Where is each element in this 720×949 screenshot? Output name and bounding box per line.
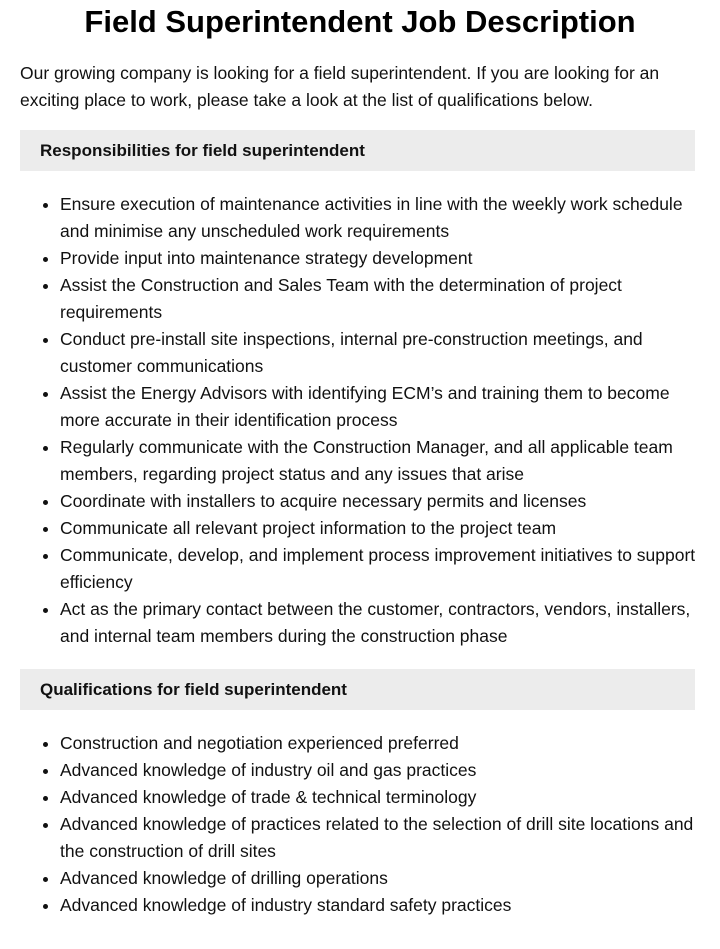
list-item: • Assist the Construction and Sales Team with the determination of project requirements — [60, 272, 700, 326]
list-item: • Construction and negotiation experienced preferred — [60, 730, 700, 757]
list-item: • Communicate all relevant project information to the project team — [60, 515, 700, 542]
qualifications-list — [20, 730, 700, 919]
list-item: • Regularly communicate with the Construction Manager, and all applicable team members, regarding project status and any issues that arise — [60, 434, 700, 488]
responsibilities-list — [20, 191, 700, 650]
list-item: • Conduct pre-install site inspections, internal pre-construction meetings, and customer communications — [60, 326, 700, 380]
list-item: • Advanced knowledge of industry oil and gas practices — [60, 757, 700, 784]
list-item: • Advanced knowledge of drilling operations — [60, 865, 700, 892]
list-item: • Advanced knowledge of industry standard safety practices — [60, 892, 700, 919]
page-title: Field Superintendent Job Description — [84, 4, 636, 39]
list-item: • Advanced knowledge of practices related to the selection of drill site locations and the construction of drill sites — [60, 811, 700, 865]
list-item: • Communicate, develop, and implement process improvement initiatives to support efficiency — [60, 542, 700, 596]
list-item: • Ensure execution of maintenance activities in line with the weekly work schedule and minimise any unscheduled work requirements — [60, 191, 700, 245]
list-item: • Coordinate with installers to acquire necessary permits and licenses — [60, 488, 700, 515]
list-item: • Act as the primary contact between the customer, contractors, vendors, installers, and internal team members during the construction phase — [60, 596, 700, 650]
list-item: • Assist the Energy Advisors with identifying ECM’s and training them to become more accurate in their identification process — [60, 380, 700, 434]
list-item: • Provide input into maintenance strategy development — [60, 245, 700, 272]
qualifications-header: Qualifications for field superintendent — [20, 669, 695, 710]
intro-paragraph: Our growing company is looking for a field superintendent. If you are looking for an exciting place to work, please take a look at the list of qualifications below. — [20, 63, 660, 110]
responsibilities-header: Responsibilities for field superintendent — [20, 130, 695, 171]
list-item: • Advanced knowledge of trade & technical terminology — [60, 784, 700, 811]
